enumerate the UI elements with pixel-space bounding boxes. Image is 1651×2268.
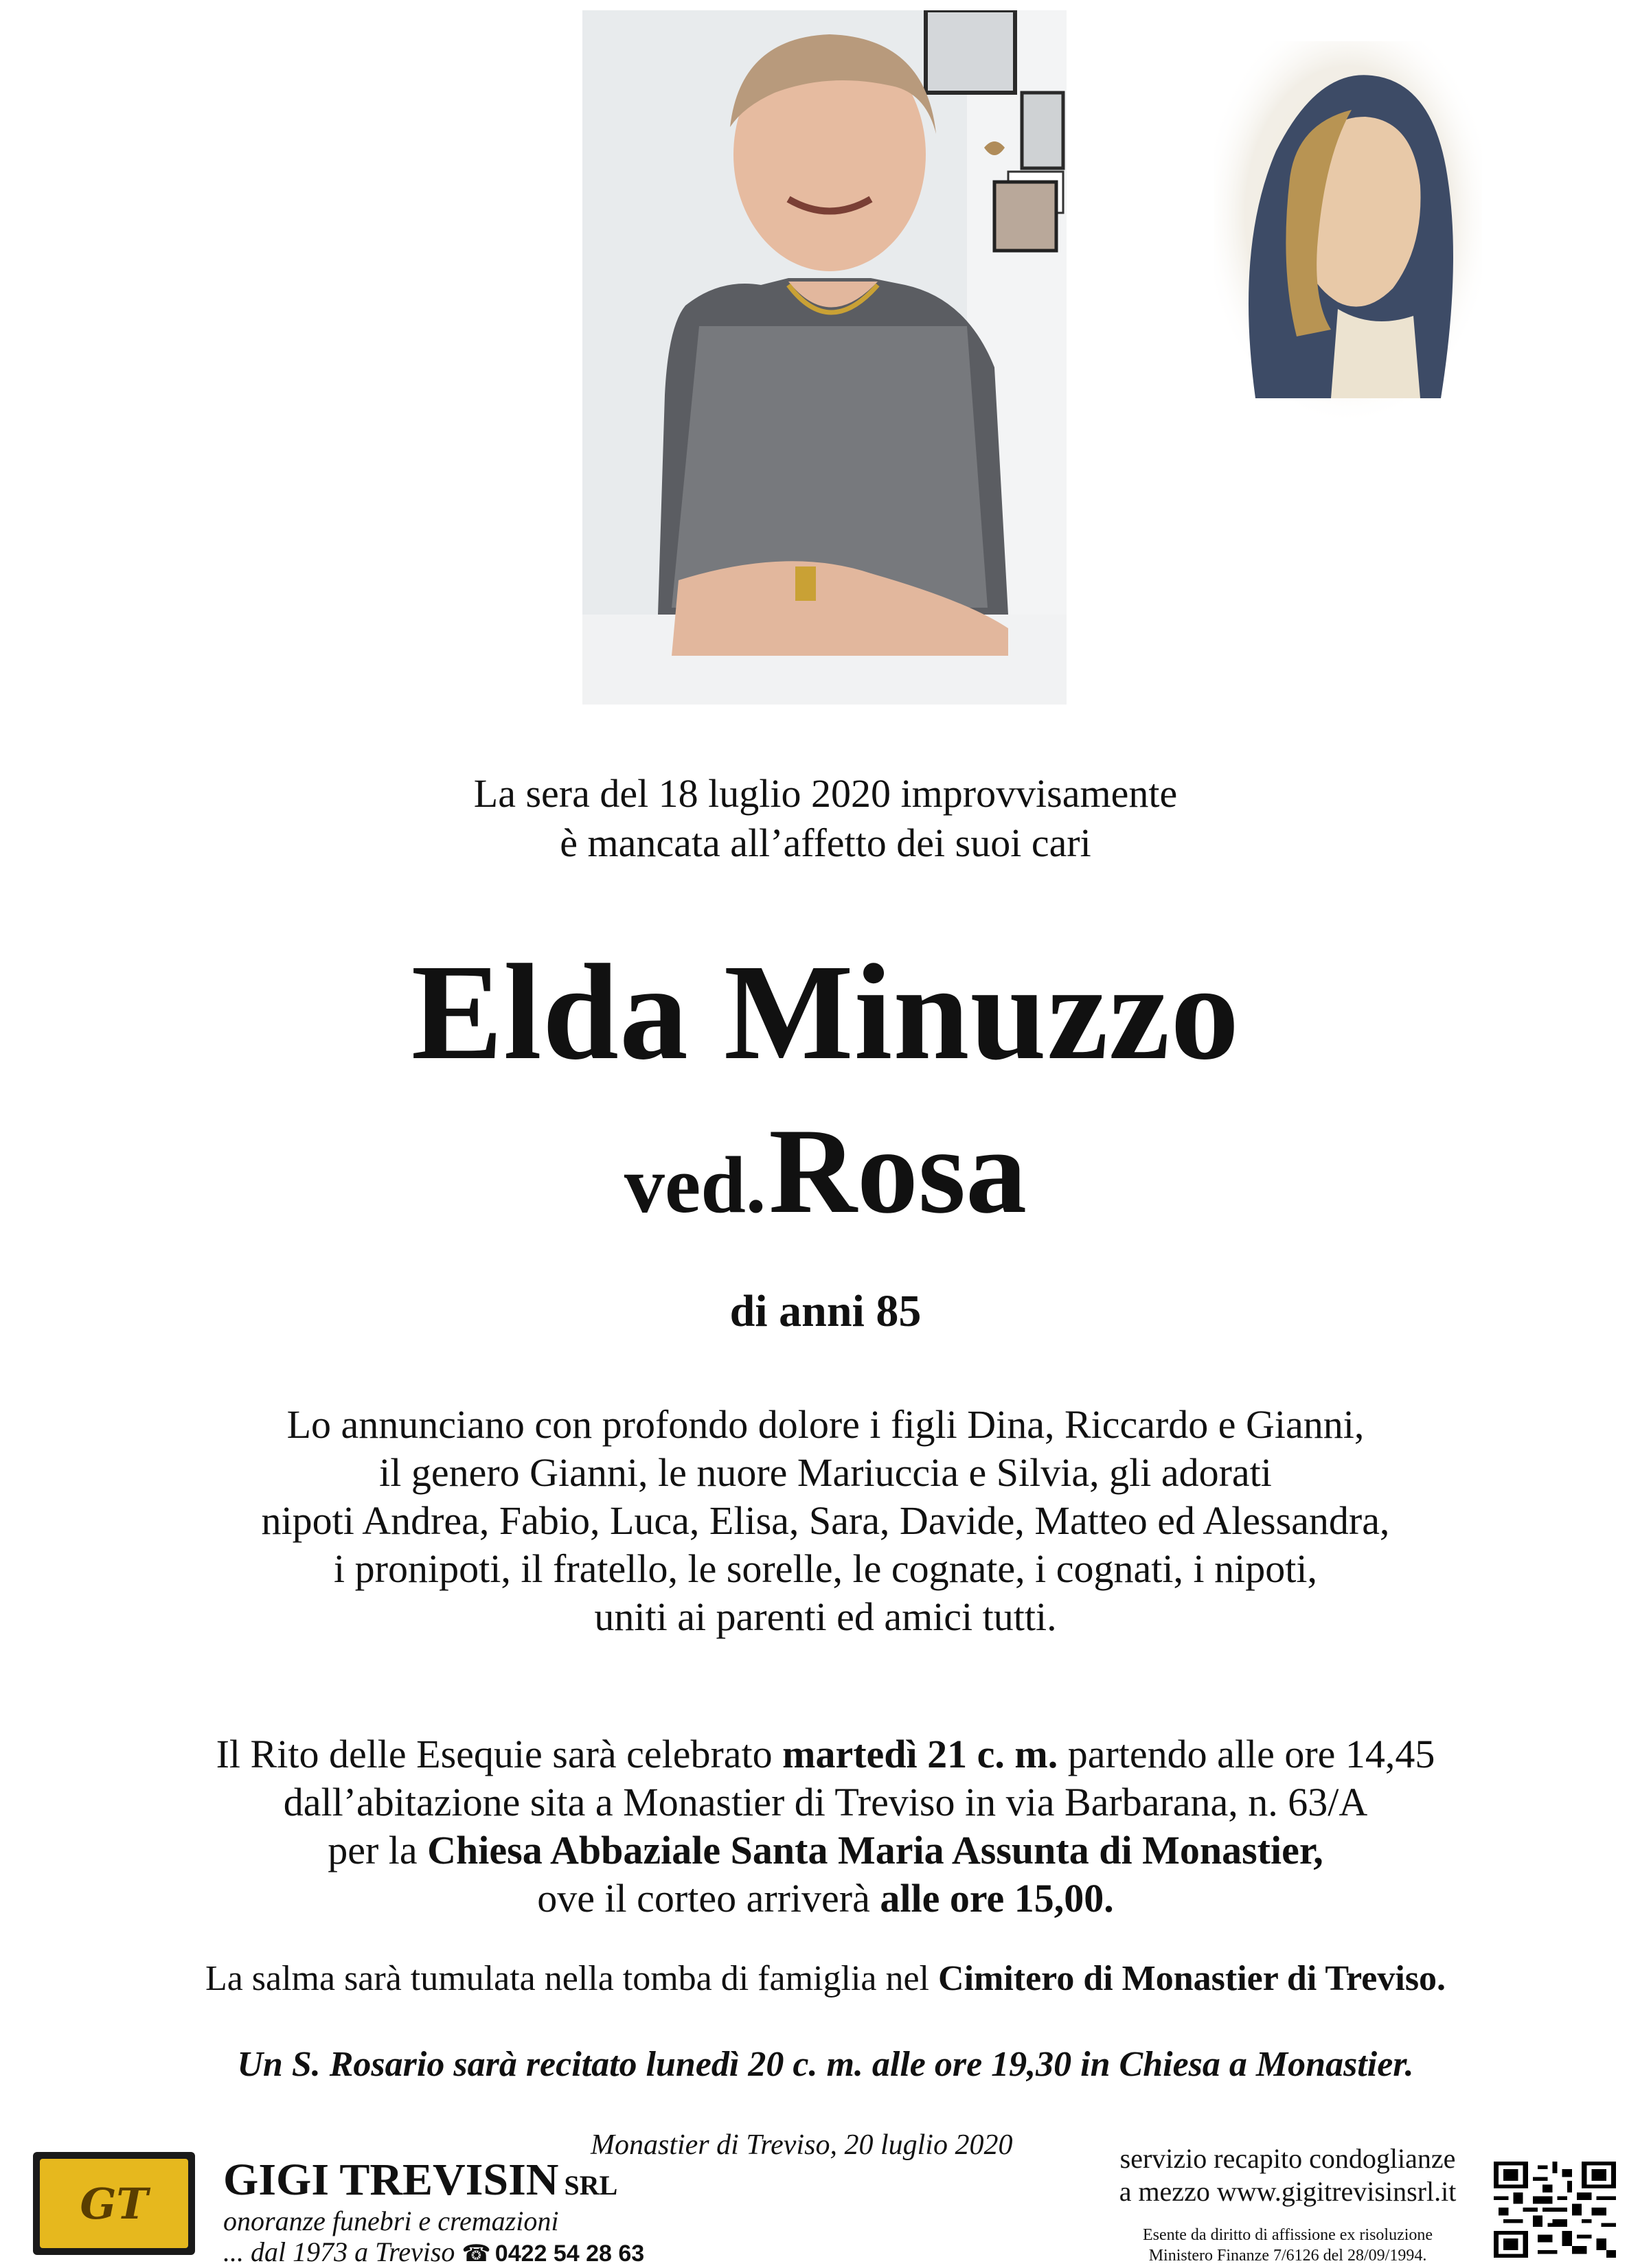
rite-line-1 xyxy=(0,1730,1651,1778)
company-name-text: GIGI TREVISIN xyxy=(223,2155,559,2205)
place-and-date: Monastier di Treviso, 20 luglio 2020 xyxy=(591,2129,1013,2161)
condolence-service xyxy=(1109,2142,1466,2208)
rite-text: partendo alle ore 14,45 xyxy=(1058,1732,1435,1776)
family-line: Lo annunciano con profondo dolore i figli Dina, Riccardo e Gianni, xyxy=(286,1402,1365,1447)
rite-date: martedì 21 c. m. xyxy=(782,1732,1058,1776)
rosary-notice: Un S. Rosario sarà recitato lunedì 20 c. m. alle ore 19,30 in Chiesa a Monastier. xyxy=(237,2045,1414,2084)
rite-text: ove il corteo arriverà xyxy=(537,1876,880,1921)
madonna-illustration xyxy=(1214,41,1482,426)
exempt-line-2: Ministero Finanze 7/6126 del 28/09/1994. xyxy=(1148,2247,1427,2265)
widow-prefix: ved. xyxy=(624,1140,766,1230)
company-logo xyxy=(33,2152,195,2255)
deceased-age: di anni 85 xyxy=(729,1286,922,1336)
company-tagline: onoranze funebri e cremazioni xyxy=(223,2206,559,2236)
family-line: nipoti Andrea, Fabio, Luca, Elisa, Sara, Davide, Matteo ed Alessandra, xyxy=(261,1498,1390,1543)
widow-of-line xyxy=(0,1103,1651,1274)
family-line: i pronipoti, il fratello, le sorelle, le cognate, i cognati, i nipoti, xyxy=(334,1546,1317,1591)
exempt-line-1: Esente da diritto di affissione ex risoluzione xyxy=(1142,2226,1433,2244)
intro-line-2: è mancata all’affetto dei suoi cari xyxy=(560,821,1091,865)
burial-details xyxy=(0,1957,1651,2001)
arrival-time: alle ore 15,00. xyxy=(880,1876,1114,1921)
announcement-intro xyxy=(0,769,1651,868)
madonna-devotional-image xyxy=(1214,41,1482,426)
qr-code[interactable] xyxy=(1494,2162,1616,2258)
funeral-rite-details xyxy=(0,1730,1651,1923)
rite-line-2: dall’abitazione sita a Monastier di Treviso in via Barbarana, n. 63/A xyxy=(283,1780,1368,1824)
since-text: ... dal 1973 a Treviso xyxy=(223,2236,455,2267)
portrait-illustration xyxy=(582,10,1067,705)
company-since xyxy=(223,2238,644,2268)
church-name: Chiesa Abbaziale Santa Maria Assunta di Monastier, xyxy=(427,1828,1323,1872)
service-line-2: a mezzo www.gigitrevisinsrl.it xyxy=(1119,2176,1457,2207)
qr-code-graphic xyxy=(1494,2162,1616,2258)
rite-line-4 xyxy=(0,1875,1651,1923)
company-phone: 0422 54 28 63 xyxy=(494,2241,645,2267)
family-line: il genero Gianni, le nuore Mariuccia e Silvia, gli adorati xyxy=(379,1450,1272,1495)
deceased-portrait-photo xyxy=(582,10,1067,705)
phone-icon: ☎ xyxy=(462,2241,491,2267)
rite-text: per la xyxy=(328,1828,428,1872)
deceased-name: Elda Minuzzo xyxy=(411,937,1240,1088)
rite-line-3 xyxy=(0,1826,1651,1875)
logo-monogram: GT xyxy=(40,2159,188,2248)
company-suffix: SRL xyxy=(564,2170,618,2201)
service-line-1: servizio recapito condoglianze xyxy=(1119,2143,1456,2174)
company-name xyxy=(223,2155,617,2211)
burial-text: La salma sarà tumulata nella tomba di famiglia nel xyxy=(205,1959,939,1998)
family-line: uniti ai parenti ed amici tutti. xyxy=(594,1594,1057,1639)
exemption-notice xyxy=(1109,2225,1466,2266)
family-announcement xyxy=(0,1401,1651,1641)
rite-text: Il Rito delle Esequie sarà celebrato xyxy=(216,1732,783,1776)
cemetery-name: Cimitero di Monastier di Treviso. xyxy=(938,1959,1446,1998)
intro-line-1: La sera del 18 luglio 2020 improvvisamente xyxy=(473,771,1178,816)
widow-surname: Rosa xyxy=(768,1103,1027,1239)
